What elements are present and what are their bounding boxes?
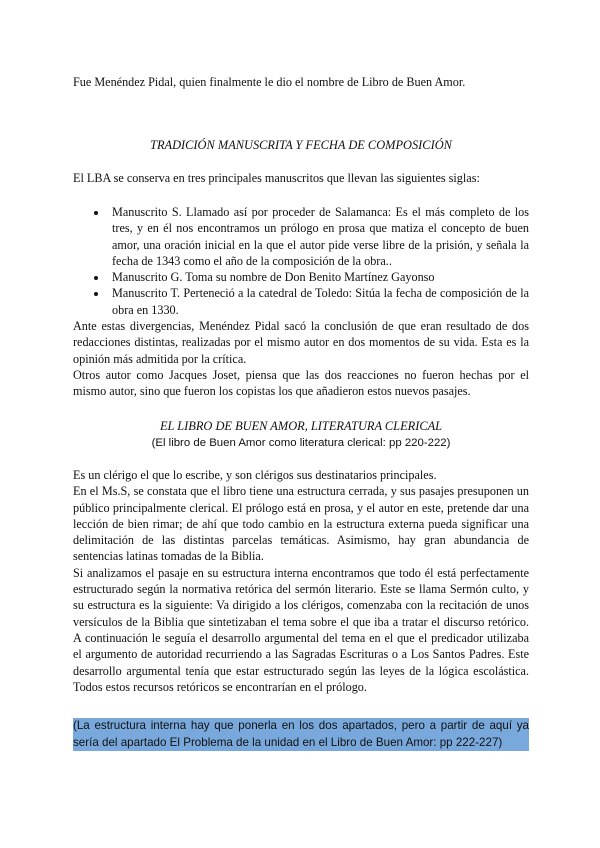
highlighted-note[interactable]: (La estructura interna hay que ponerla en los dos apartados, pero a partir de aquí ya sería del apartado El Problema de la unidad en el Libro de Buen Amor: pp 222-227) — [73, 718, 529, 751]
section-subheading: (El libro de Buen Amor como literatura clerical: pp 220-222) — [151, 437, 451, 449]
paragraph: Es un clérigo el que lo escribe, y son clérigos sus destinatarios principales. — [73, 468, 437, 482]
clerical-body — [73, 467, 529, 695]
paragraph: Ante estas divergencias, Menéndez Pidal sacó la conclusión de que eran resultado de dos redacciones distintas, realizadas por el mismo autor en dos momentos de su vida. Esta es la opinión más admitida por la crítica. — [73, 319, 529, 366]
paragraph: Si analizamos el pasaje en su estructura interna encontramos que todo él está perfectamente estructurado según la normativa retórica del sermón literario. Este se llama Sermón culto, y su estructura es la siguiente: Va dirigido a los clérigos, comenzaba con la recitación de unos versículos de la Biblia que sintetizaban el tema sobre el que iba a tratar el discurso retórico. A continuación le seguía el desarrollo argumental del tema en el que el predicador utilizaba el argumento de autoridad recurriendo a las Sagradas Escrituras o a Los Santos Padres. Este desarrollo argumental tenía que estar estructurado según las leyes de la lógica escolástica. Todos estos recursos retóricos se encontrarían en el prólogo. — [73, 565, 529, 694]
list-item: • Manuscrito G. Toma su nombre de Don Benito Martínez Gayonso — [108, 269, 529, 285]
list-item: • Manuscrito T. Perteneció a la catedral de Toledo: Sitúa la fecha de composición de la obra en 1330. — [108, 285, 529, 318]
list-item: • Manuscrito S. Llamado así por proceder de Salamanca: Es el más completo de los tres, y en él nos encontramos un prólogo en prosa que matiza el concepto de buen amor, una oración inicial en la que el autor pide verse libre de la prisión, y señala la fecha de 1343 como el año de la composición de la obra.. — [108, 204, 529, 269]
manuscripts-list — [73, 204, 529, 400]
section-lead: El LBA se conserva en tres principales manuscritos que llevan las siguientes siglas: — [73, 171, 480, 185]
paragraph: En el Ms.S, se constata que el libro tiene una estructura cerrada, y sus pasajes presuponen un público principalmente clerical. El prólogo está en prosa, y el autor en este, pretende dar una lección de bien rimar; de ahí que todo cambio en la estructura externa pueda significar una delimitación de las distintas parcelas temáticas. Asimismo, hay gran abundancia de sentencias latinas tomadas de la Biblia. — [73, 484, 529, 564]
paragraph: Otros autor como Jacques Joset, piensa que las dos reacciones no fueron hechas por el mismo autor, sino que fueron los copistas los que añadieron estos nuevos pasajes. — [73, 367, 529, 399]
section-heading-clerical: EL LIBRO DE BUEN AMOR, LITERATURA CLERICAL — [159, 419, 443, 433]
section-heading-manuscripts: TRADICIÓN MANUSCRITA Y FECHA DE COMPOSICIÓN — [150, 138, 452, 152]
intro-paragraph: Fue Menéndez Pidal, quien finalmente le dio el nombre de Libro de Buen Amor. — [73, 75, 466, 89]
